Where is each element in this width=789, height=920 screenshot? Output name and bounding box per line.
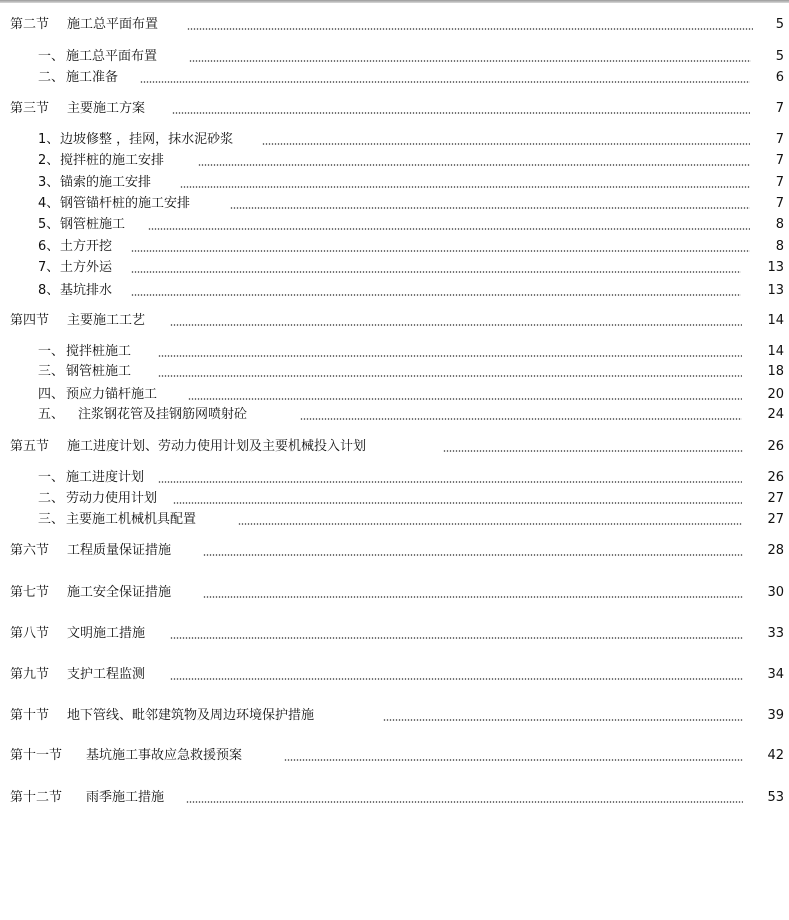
page-number: 8 [775,239,784,254]
item-number: 五、 [38,407,65,422]
dot-leader [189,60,751,62]
page-number: 7 [775,153,784,168]
page-number: 14 [767,344,784,359]
section-label: 第八节 [10,626,50,641]
item-number: 一、 [38,470,65,485]
toc-section-6[interactable] [0,541,789,561]
dot-leader [173,502,742,504]
section-label: 第十节 [10,708,50,723]
toc-item-4-1[interactable] [0,342,789,362]
toc-item-3-3[interactable] [0,173,789,193]
page-number: 24 [767,407,784,422]
toc-item-5-3[interactable] [0,510,789,530]
page-number: 5 [775,17,784,32]
page-number: 53 [767,790,784,805]
section-title: 支护工程监测 [67,667,146,682]
toc-section-7[interactable] [0,583,789,603]
dot-leader [187,28,753,30]
toc-section-4[interactable] [0,311,789,331]
dot-leader [140,81,750,83]
page-number: 7 [775,175,784,190]
item-number: 1、 [38,132,60,147]
toc-section-9[interactable] [0,665,789,685]
dot-leader [188,398,742,400]
item-number: 三、 [38,512,65,527]
dot-leader [180,186,750,188]
page-number: 5 [775,49,784,64]
item-number: 3、 [38,175,60,190]
item-title: 边坡修整 ，挂网，抹水泥砂浆 [60,132,234,147]
item-number: 二、 [38,491,65,506]
toc-section-12[interactable] [0,788,789,808]
item-title: 搅拌桩的施工安排 [60,153,165,168]
section-label: 第五节 [10,439,50,454]
page-number: 8 [775,217,784,232]
dot-leader [158,375,742,377]
item-number: 8、 [38,283,60,298]
dot-leader [203,596,743,598]
page-number: 7 [775,101,784,116]
item-title: 预应力锚杆施工 [66,387,158,402]
page-number: 13 [767,260,784,275]
item-title: 注浆钢花管及挂钢筋网喷射砼 [78,407,248,422]
toc-item-4-4[interactable] [0,385,789,405]
toc-section-11[interactable] [0,746,789,766]
dot-leader [158,355,742,357]
item-title: 主要施工机械机具配置 [66,512,197,527]
dot-leader [170,324,742,326]
toc-item-4-3[interactable] [0,362,789,382]
section-label: 第十一节 [10,748,63,763]
page-number: 28 [767,543,784,558]
item-number: 三、 [38,364,65,379]
item-title: 钢管桩施工 [60,217,126,232]
item-title: 搅拌桩施工 [66,344,132,359]
dot-leader [131,294,741,296]
page-number: 30 [767,585,784,600]
item-number: 5、 [38,217,60,232]
item-title: 钢管锚杆桩的施工安排 [60,196,191,211]
dot-leader [131,250,750,252]
dot-leader [148,228,750,230]
dot-leader [383,719,743,721]
item-number: 7、 [38,260,60,275]
page-number: 7 [775,196,784,211]
page-number: 26 [767,439,784,454]
section-label: 第四节 [10,313,50,328]
section-title: 主要施工工艺 [67,313,146,328]
dot-leader [300,418,742,420]
section-label: 第二节 [10,17,50,32]
page-number: 33 [767,626,784,641]
toc-item-3-7[interactable] [0,258,789,278]
toc-item-3-1[interactable] [0,130,789,150]
toc-section-5[interactable] [0,437,789,457]
section-title: 施工总平面布置 [67,17,159,32]
item-title: 土方外运 [60,260,113,275]
toc-item-3-6[interactable] [0,237,789,257]
section-title: 雨季施工措施 [86,790,165,805]
section-title: 主要施工方案 [67,101,146,116]
item-title: 锚索的施工安排 [60,175,152,190]
item-number: 4、 [38,196,60,211]
section-title: 地下管线、毗邻建筑物及周边环境保护措施 [67,708,315,723]
section-label: 第七节 [10,585,50,600]
toc-item-3-2[interactable] [0,151,789,171]
section-title: 工程质量保证措施 [67,543,172,558]
toc-item-5-2[interactable] [0,489,789,509]
dot-leader [203,554,743,556]
section-title: 基坑施工事故应急救援预案 [86,748,243,763]
toc-item-3-8[interactable] [0,281,789,301]
page-number: 6 [775,70,784,85]
page-number: 27 [767,491,784,506]
section-title: 文明施工措施 [67,626,146,641]
toc-item-4-5[interactable] [0,405,789,425]
page-number: 13 [767,283,784,298]
toc-section-3[interactable] [0,99,789,119]
dot-leader [443,450,743,452]
page-number: 26 [767,470,784,485]
dot-leader [170,678,743,680]
page-number: 7 [775,132,784,147]
toc-section-2[interactable] [0,15,789,35]
toc-section-10[interactable] [0,706,789,726]
dot-leader [172,112,750,114]
item-title: 劳动力使用计划 [66,491,158,506]
item-number: 一、 [38,344,65,359]
item-number: 四、 [38,387,65,402]
item-number: 2、 [38,153,60,168]
section-label: 第六节 [10,543,50,558]
section-title: 施工进度计划、劳动力使用计划及主要机械投入计划 [67,439,367,454]
page-number: 18 [767,364,784,379]
dot-leader [131,271,741,273]
dot-leader [158,481,742,483]
item-title: 施工准备 [66,70,119,85]
page-number: 39 [767,708,784,723]
toc-item-3-4[interactable] [0,194,789,214]
page-number: 20 [767,387,784,402]
item-title: 土方开挖 [60,239,113,254]
item-number: 6、 [38,239,60,254]
item-number: 二、 [38,70,65,85]
item-title: 基坑排水 [60,283,113,298]
toc-item-2-1[interactable] [0,47,789,67]
page-number: 27 [767,512,784,527]
top-border-rule [0,0,789,3]
item-title: 施工总平面布置 [66,49,158,64]
page-number: 14 [767,313,784,328]
toc-item-5-1[interactable] [0,468,789,488]
dot-leader [198,164,750,166]
dot-leader [186,801,743,803]
item-number: 一、 [38,49,65,64]
section-label: 第十二节 [10,790,63,805]
section-label: 第三节 [10,101,50,116]
section-label: 第九节 [10,667,50,682]
dot-leader [262,143,750,145]
toc-item-2-2[interactable] [0,68,789,88]
toc-item-3-5[interactable] [0,215,789,235]
dot-leader [170,637,743,639]
item-title: 施工进度计划 [66,470,145,485]
page-number: 42 [767,748,784,763]
toc-section-8[interactable] [0,624,789,644]
dot-leader [230,207,750,209]
dot-leader [284,759,743,761]
page-number: 34 [767,667,784,682]
item-title: 钢管桩施工 [66,364,132,379]
section-title: 施工安全保证措施 [67,585,172,600]
dot-leader [238,523,742,525]
